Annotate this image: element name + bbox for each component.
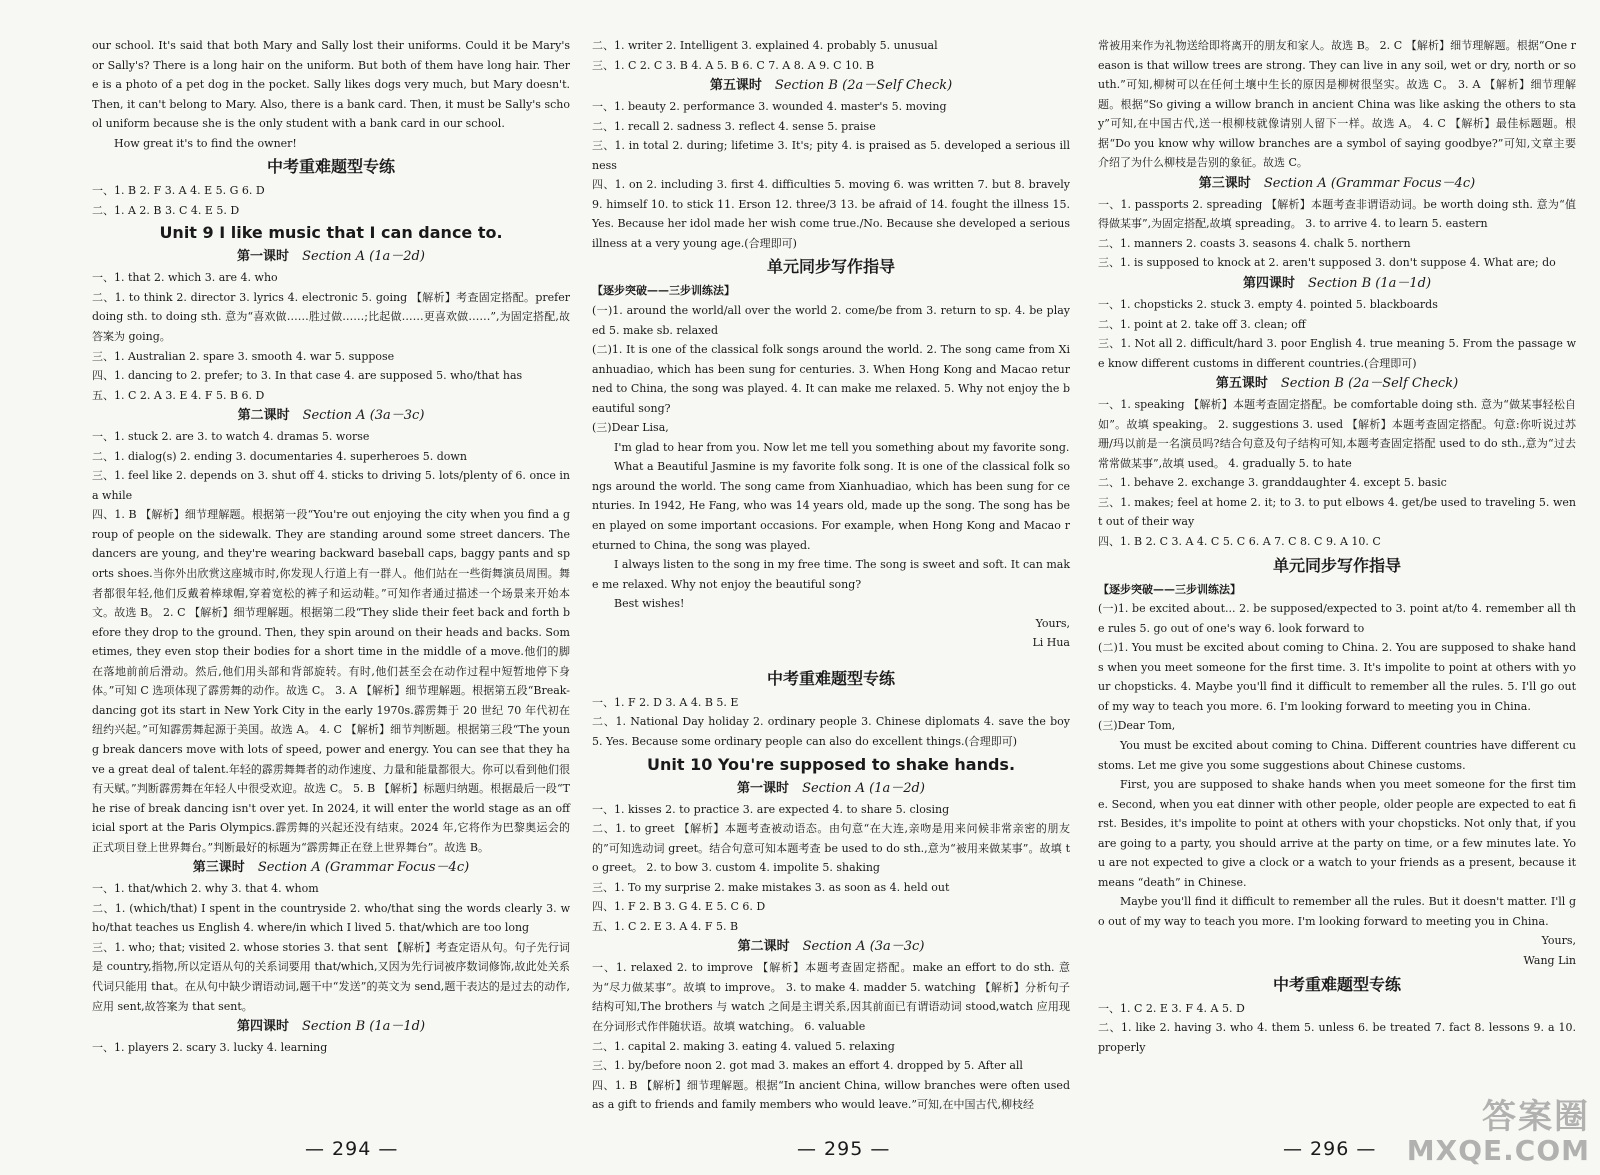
lesson-section: Section B (2a－Self Check) [1280,376,1459,392]
answer-line: 三、1. makes; feel at home 2. it; to 3. to put elbows 4. get/be used to traveling 5. went out of their way [1098,495,1576,529]
answer-line: 二、1. manners 2. coasts 3. seasons 4. chalk 5. northern [1098,236,1411,250]
unit-title: Unit 10 You're supposed to shake hands. [646,754,1016,774]
answer-line: 一、1. chopsticks 2. stuck 3. empty 4. pointed 5. blackboards [1098,298,1438,312]
section-heading: 单元同步写作指导 [1272,555,1401,575]
paragraph-indented: I always listen to the song in my free time. The song is sweet and soft. It can make me relaxed. Why not enjoy the beautiful song? [592,558,1070,591]
answer-line: 四、1. B 【解析】细节理解题。根据“In ancient China, willow branches were often used as a gift to friends and family members who would leave.”可知,在中国古代,柳枝经 [592,1078,1070,1112]
answer-line: 一、1. players 2. scary 3. lucky 4. learning [92,1041,328,1055]
answer-line: 二、1. A 2. B 3. C 4. E 5. D [92,203,240,217]
letter-signoff: Yours, [1035,616,1070,630]
answer-line: 三、1. Australian 2. spare 3. smooth 4. war 5. suppose [92,349,395,363]
answer-line: 常被用来作为礼物送给即将离开的朋友和家人。故选 B。 2. C 【解析】细节理解题。根据“One reason is that willow trees are strong. They can live in any soil, wet or dry, north or south.”可知,柳树可以在任何土壤中生长的原因是柳树很坚实。故选 C。 3. A 【解析】细节理解题。根据“So giving a willow branch in ancient China was like asking the others to stay”可知,在中国古代,送一根柳枝就像请别人留下一样。故选 A。 4. C 【解析】最佳标题题。根据“Do you know why willow branches are a symbol of saying goodbye?”可知,文章主要介绍了为什么柳枝是告别的象征。故选 C。 [1098,39,1576,170]
paragraph-indented: You must be excited about coming to China. Different countries have different customs. Let me give you some suggestions about Chinese customs. [1098,738,1576,772]
answer-line: 三、1. who; that; visited 2. whose stories 3. that sent 【解析】考查定语从句。句子先行词是 country,指物,所以定语从句的关系词要用 that/which,又因为先行词被序数词修饰,故此处关系代词只能用 that。在从句中缺少谓语动词,题干中“发送”的英文为 send,题干表达的是过去的动作,应用 sent,故答案为 that sent。 [92,940,570,1013]
answer-line: 一、1. F 2. D 3. A 4. B 5. E [592,695,739,709]
answer-line: 四、1. dancing to 2. prefer; to 3. In that case 4. are supposed 5. who/that has [92,369,523,383]
column-middle [592,36,1070,1115]
lesson-heading [92,857,570,879]
answer-line: our school. It's said that both Mary and Sally lost their uniforms. Could it be Mary's or Sally's? There is a long hair on the uniform. But both of them have long hair. There is a photo of a pet dog in the pocket. Sally likes dogs very much, but Mary doesn't. Then, it can't belong to Mary. Also, there is a bank card. Then, it must be Sally's school uniform because she is the only student with a bank card in our school. [92,39,570,131]
answer-line: 三、1. C 2. C 3. B 4. A 5. B 6. C 7. A 8. A 9. C 10. B [592,58,875,72]
watermark-url: MXQE.COM [1406,1134,1590,1167]
lesson-number: 第二课时 [737,939,790,955]
lesson-section: Section B (2a－Self Check) [774,78,953,94]
lesson-number: 第一课时 [737,780,790,796]
lesson-section: Section A (Grammar Focus－4c) [257,860,470,876]
lesson-section: Section A (1a－2d) [302,249,425,265]
lesson-section: Section A (3a－3c) [802,939,925,955]
unit-title: Unit 9 I like music that I can dance to. [159,223,503,243]
lesson-section: Section A (Grammar Focus－4c) [1263,175,1476,191]
lesson-heading [1098,273,1576,295]
answer-line: (一)1. be excited about... 2. be supposed/expected to 3. point at/to 4. remember all the rules 5. go out of one's way 6. look forward to [1098,602,1576,635]
column-right [1098,36,1576,1057]
page-number-middle: — 295 — [797,1138,891,1160]
lesson-heading [1098,373,1576,395]
lesson-section: Section B (1a－1d) [301,1019,426,1035]
section-heading: 中考重难题型专练 [1272,974,1401,994]
answer-line: 三、1. Not all 2. difficult/hard 3. poor English 4. true meaning 5. From the passage we know different customs in different countries.(合理即可) [1098,337,1576,370]
lesson-section: Section A (1a－2d) [802,780,925,796]
answer-line: 一、1. relaxed 2. to improve 【解析】本题考查固定搭配。make an effort to do sth. 意为“尽力做某事”。故填 to improve。 3. to make 4. madder 5. watching 【解析】分析句子结构可知,The brothers 与 watch 之间是主谓关系,因其前面已有谓语动词 stood,watch 应用现在分词形式作伴随状语。故填 watching。 6. valuable [592,961,1070,1033]
answer-line: 一、1. kisses 2. to practice 3. are expected 4. to share 5. closing [592,802,950,816]
lesson-number: 第四课时 [1242,276,1295,292]
answer-line: 一、1. beauty 2. performance 3. wounded 4. master's 5. moving [592,100,947,114]
lesson-number: 第四课时 [236,1019,289,1035]
answer-line: 四、1. F 2. B 3. G 4. E 5. C 6. D [592,900,766,914]
answer-line: 五、1. C 2. E 3. A 4. F 5. B [592,919,739,933]
answer-line: 三、1. by/before noon 2. got mad 3. makes an effort 4. dropped by 5. After all [592,1059,1023,1073]
section-heading: 单元同步写作指导 [766,257,895,277]
answer-line: 二、1. writer 2. Intelligent 3. explained 4. probably 5. unusual [592,39,938,52]
answer-line: 一、1. that 2. which 3. are 4. who [92,271,278,285]
answer-line: 五、1. C 2. A 3. E 4. F 5. B 6. D [92,388,265,402]
page-number-right: — 296 — [1283,1138,1377,1160]
answer-line: 三、1. in total 2. during; lifetime 3. It's; pity 4. is praised as 5. developed a serious illness [592,139,1070,172]
answer-line: 二、1. dialog(s) 2. ending 3. documentaries 4. superheroes 5. down [92,449,467,463]
answer-line: 一、1. B 2. F 3. A 4. E 5. G 6. D [92,184,265,198]
paragraph-indented: What a Beautiful Jasmine is my favorite folk song. It is one of the classical folk songs around the world. The song came from Xianhuadiao, which has been sung for centuries. In 1942, He Fang, who was 14 years old, made up the song. The song has been played on some important occasions. For example, when Hong Kong and Macao returned to China, the song was played. [592,460,1070,552]
answer-line: (三)Dear Lisa, [592,421,669,435]
answer-line: 一、1. C 2. E 3. F 4. A 5. D [1098,1001,1245,1015]
spacer [592,653,1070,665]
lesson-number: 第三课时 [1198,175,1251,191]
letter-signoff: Wang Lin [1523,953,1576,967]
lesson-heading [92,405,570,427]
answer-line: 二、1. to think 2. director 3. lyrics 4. electronic 5. going 【解析】考查固定搭配。prefer doing sth. to doing sth. 意为“喜欢做……胜过做……;比起做……更喜欢做……”,为固定搭配,故答案为 going。 [92,290,570,344]
section-heading: 中考重难题型专练 [266,157,395,177]
paragraph-indented: How great it's to find the owner! [114,136,297,150]
subsection-label: 【逐步突破——三步训练法】 [592,284,735,298]
answer-line: 一、1. that/which 2. why 3. that 4. whom [92,882,319,896]
answer-line: (三)Dear Tom, [1098,719,1176,733]
column-left [92,36,570,1058]
paragraph-indented: Best wishes! [614,597,685,611]
answer-line: 三、1. To my surprise 2. make mistakes 3. as soon as 4. held out [592,880,950,894]
answer-line: 四、1. B 2. C 3. A 4. C 5. C 6. A 7. C 8. C 9. A 10. C [1098,535,1381,549]
lesson-number: 第五课时 [1215,376,1268,392]
lesson-heading [1098,173,1576,195]
lesson-heading [92,1016,570,1038]
paragraph-indented: First, you are supposed to shake hands when you meet someone for the first time. Second, when you eat dinner with other people, older people are expected to eat first. Besides, it's impolite to point at others with your chopsticks. Not only that, if you are going to a party, you should arrive at the party on time, or a few minutes late. You are not expected to give a clock or a watch to your friends as a present, because it means “death” in Chinese. [1098,778,1576,889]
subsection-label: 【逐步突破——三步训练法】 [1098,582,1241,596]
lesson-heading [92,246,570,268]
answer-line: 一、1. passports 2. spreading 【解析】本题考查非谓语动词。be worth doing sth. 意为“值得做某事”,为固定搭配,故填 spreading。 3. to arrive 4. to learn 5. eastern [1098,197,1576,231]
answer-line: (二)1. You must be excited about coming to China. 2. You are supposed to shake hands when you meet someone for the first time. 3. It's impolite to point at others with your chopsticks. 4. Maybe you'll find it difficult to remember all the rules. 5. I'll go out of my way to teach you more. 6. I'm looking forward to meeting you in China. [1098,641,1576,713]
answer-line: 四、1. on 2. including 3. first 4. difficulties 5. moving 6. was written 7. but 8. bravely 9. himself 10. to stick 11. Erson 12. three/3 13. be afraid of 14. fought the illness 15. Yes. Because her idol made her wish come true./No. Because she developed a serious illness at a very young age.(合理即可) [592,178,1070,250]
lesson-section: Section A (3a－3c) [302,408,425,424]
answer-line: 一、1. stuck 2. are 3. to watch 4. dramas 5. worse [92,430,370,444]
section-heading: 中考重难题型专练 [766,668,895,688]
answer-line: (二)1. It is one of the classical folk songs around the world. 2. The song came from Xianhuadiao, which has been sung for centuries. 3. When Hong Kong and Macao returned to China, the song was played. 4. It can make me relaxed. 5. Why not enjoy the beautiful song? [592,343,1070,415]
lesson-number: 第三课时 [192,860,245,876]
paragraph-indented: Maybe you'll find it difficult to remember all the rules. But it doesn't matter. I'll go out of my way to teach you more. I'm looking forward to meeting you in China. [1098,895,1576,928]
lesson-heading [592,936,1070,958]
letter-signoff: Yours, [1541,934,1576,948]
answer-line: 二、1. capital 2. making 3. eating 4. valued 5. relaxing [592,1039,895,1053]
answer-line: 二、1. (which/that) I spent in the countryside 2. who/that sing the words clearly 3. who/that teaches us English 4. where/in which I lived 5. that/which are too long [92,901,570,935]
watermark-logo [1407,1098,1590,1166]
lesson-heading [592,75,1070,97]
lesson-number: 第一课时 [237,249,290,265]
paragraph-indented: I'm glad to hear from you. Now let me tell you something about my favorite song. [614,440,1070,454]
lesson-heading [592,778,1070,800]
answer-line: (一)1. around the world/all over the world 2. come/be from 3. return to sp. 4. be played 5. make sb. relaxed [592,304,1070,337]
answer-line: 一、1. speaking 【解析】本题考查固定搭配。be comfortable doing sth. 意为“做某事轻松自如”。故填 speaking。 2. suggestions 3. used 【解析】本题考查固定搭配。句意:你听说过苏珊/玛以前是一名演员吗?结合句意及句子结构可知,本题考查固定搭配 used to do sth.,意为“过去常常做某事”,故填 used。 4. gradually 5. to hate [1098,398,1576,470]
lesson-number: 第二课时 [237,408,290,424]
answer-line: 四、1. B 【解析】细节理解题。根据第一段“You're out enjoying the city when you find a group of people on the sidewalk. They are standing around some street dancers. The dancers are young, and they're wearing backward baseball caps, baggy pants and sports shoes.当你外出欣赏这座城市时,你发现人行道上有一群人。他们站在一些街舞演员周围。舞者都很年轻,他们反戴着棒球帽,穿着宽松的裤子和运动鞋。”可知作者通过描述一个场景来开始本文。故选 B。 2. C 【解析】细节理解题。根据第二段“They slide their feet back and forth before they drop to the ground. Then, they spin around on their heads and backs. Sometimes, they even stop their bodies for a short time in the middle of a move.他们的脚在落地前前后滑动。然后,他们用头部和背部旋转。有时,他们甚至会在动作过程中短暂地停下身体。”可知 C 选项体现了霹雳舞的动作。故选 C。 3. A 【解析】细节理解题。根据第五段“Break-dancing got its start in New York City in the early 1970s.霹雳舞于 20 世纪 70 年代初在纽约兴起。”可知霹雳舞起源于美国。故选 A。 4. C 【解析】细节判断题。根据第三段“The young break dancers move with lots of speed, power and energy. You can see that they have a great deal of talent.年轻的霹雳舞舞者的动作速度、力量和能量都很大。你可以看到他们很有天赋。”判断霹雳舞在年轻人中很受欢迎。故选 C。 5. B 【解析】标题归纳题。根据最后一段“The rise of break dancing isn't over yet. In 2024, it will enter the world stage as an official sport at the Paris Olympics.霹雳舞的兴起还没有结束。2024 年,它将作为巴黎奥运会的正式项目登上世界舞台。”判断最好的标题为“霹雳舞正在登上世界舞台”。故选 B。 [92,508,570,854]
answer-line: 二、1. point at 2. take off 3. clean; off [1098,317,1306,331]
answer-line: 二、1. National Day holiday 2. ordinary people 3. Chinese diplomats 4. save the boy 5. Yes. Because some ordinary people can also do excellent things.(合理即可) [592,715,1070,748]
lesson-section: Section B (1a－1d) [1307,276,1432,292]
page-number-left: — 294 — [305,1138,399,1160]
answer-line: 二、1. to greet 【解析】本题考查被动语态。由句意“在大连,亲吻是用来问候非常亲密的朋友的”可知选动词 greet。结合句意可知本题考查 be used to do sth.,意为“被用来做某事”。故填 to greet。 2. to bow 3. custom 4. impolite 5. shaking [592,822,1070,875]
letter-signoff: Li Hua [1032,636,1070,650]
lesson-number: 第五课时 [709,78,762,94]
watermark-text: 答案圈 [1482,1097,1590,1137]
answer-line: 二、1. recall 2. sadness 3. reflect 4. sense 5. praise [592,119,876,133]
answer-line: 二、1. like 2. having 3. who 4. them 5. unless 6. be treated 7. fact 8. lessons 9. a 10. properly [1098,1021,1576,1054]
answer-line: 三、1. is supposed to knock at 2. aren't supposed 3. don't suppose 4. What are; do [1098,256,1556,270]
answer-line: 三、1. feel like 2. depends on 3. shut off 4. sticks to driving 5. lots/plenty of 6. once in a while [92,469,570,502]
answer-line: 二、1. behave 2. exchange 3. granddaughter 4. except 5. basic [1098,476,1447,490]
